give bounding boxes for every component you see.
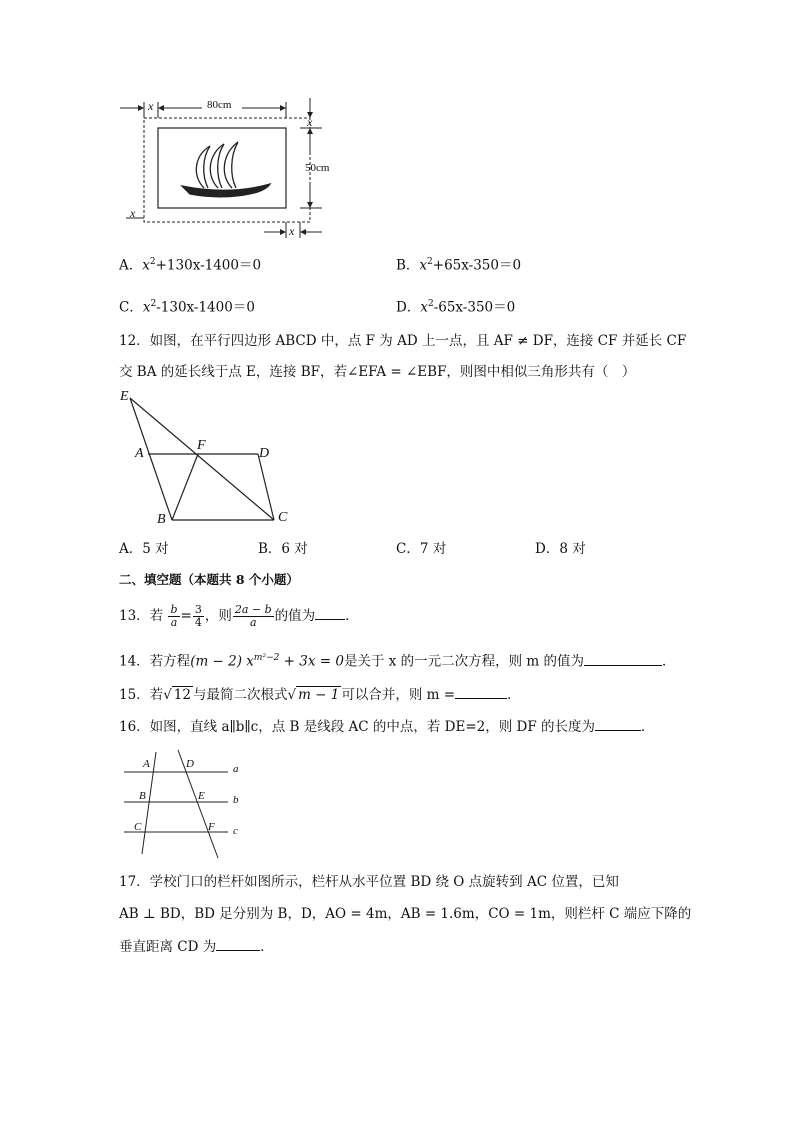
q17-text-line3: 垂直距离 CD 为 ． xyxy=(119,936,274,957)
q12-option-a[interactable]: A．5 对 xyxy=(119,541,169,557)
frame-width-label: 80cm xyxy=(207,99,232,111)
answer-blank[interactable] xyxy=(455,684,507,699)
fraction-b-over-a: $\frac{b}{a}$ xyxy=(170,603,178,629)
line-label-a: a xyxy=(233,763,239,775)
q13-text: 13．若 $\frac{b}{a}$ = $\frac{3}{4}$ ，则 $\frac{2a - b}{a}$ 的值为 ． xyxy=(119,603,359,629)
q11-option-a[interactable]: A．$x^2+130x-1400=0$ xyxy=(119,257,262,274)
sqrt-m-minus-1: m − 1 xyxy=(298,687,340,703)
answer-blank[interactable] xyxy=(595,716,641,731)
q17-text-line1: 17．学校门口的栏杆如图所示，栏杆从水平位置 BD 绕 O 点旋转到 AC 位置，已知 xyxy=(119,874,619,890)
q12-option-b[interactable]: B．6 对 xyxy=(258,541,308,557)
label-d: D xyxy=(259,446,270,461)
sqrt-12: 12 xyxy=(173,687,191,703)
label-c: C xyxy=(278,510,288,525)
line-label-c: c xyxy=(233,825,238,837)
label-a: A xyxy=(135,446,144,461)
q12-text-line2: 交 BA 的延长线于点 E，连接 BF，若∠EFA = ∠EBF，则图中相似三角形共有（ ） xyxy=(119,364,636,380)
q12-text-line1: 12．如图，在平行四边形 ABCD 中，点 F 为 AD 上一点，且 AF ≠ DF，连接 CF 并延长 CF xyxy=(119,333,687,349)
frame-x-bottom-right: x xyxy=(289,224,295,238)
parallel-lines-diagram xyxy=(118,748,248,860)
line-label-a-point: A xyxy=(143,758,150,770)
frame-figure xyxy=(112,96,332,242)
line-label-c-point: C xyxy=(134,821,142,833)
q14-text: 14．若方程(m − 2) $x^{m^2-2} + 3x = 0$是关于 x 的一元二次方程，则 m 的值为 ． xyxy=(119,648,676,672)
fraction-3-over-4: $\frac{3}{4}$ xyxy=(194,603,202,629)
q16-text: 16．如图，直线 a∥b∥c，点 B 是线段 AC 的中点，若 DE=2，则 DF 的长度为 ． xyxy=(119,716,655,737)
frame-diagram xyxy=(112,96,332,242)
answer-blank[interactable] xyxy=(584,651,662,666)
section-title: 二、填空题（本题共 8 个小题） xyxy=(119,572,299,587)
frame-x-bottom-left: x xyxy=(130,206,136,220)
q17-text-line2: AB ⊥ BD，BD 足分别为 B，D，AO = 4m，AB = 1.6m，CO = 1m，则栏杆 C 端应下降的 xyxy=(119,906,692,922)
q11-option-b[interactable]: B．$x^2+65x-350=0$ xyxy=(396,257,522,274)
parallel-lines-figure xyxy=(118,748,248,860)
q11-option-c[interactable]: C．$x^2-130x-1400=0$ xyxy=(119,299,255,316)
answer-blank[interactable] xyxy=(315,605,345,620)
q15-text: 15．若√ 12 与最简二次根式√ m − 1 可以合并，则 m = ． xyxy=(119,684,521,705)
boat-drawing xyxy=(182,142,270,197)
frame-height-label: 50cm xyxy=(305,162,330,174)
line-label-e-point: E xyxy=(198,790,205,802)
line-label-f-point: F xyxy=(208,821,215,833)
q12-option-d[interactable]: D．8 对 xyxy=(535,541,586,557)
label-b: B xyxy=(157,512,166,527)
frame-x-right-top: x xyxy=(307,115,313,129)
line-label-d-point: D xyxy=(186,758,194,770)
q12-option-c[interactable]: C．7 对 xyxy=(396,541,447,557)
label-f: F xyxy=(197,438,206,453)
q11-option-d[interactable]: D．$x^2-65x-350=0$ xyxy=(396,299,516,316)
fraction-expression: $\frac{2a - b}{a}$ xyxy=(234,603,272,629)
frame-x-top-left: x xyxy=(148,99,154,113)
line-label-b: b xyxy=(233,794,239,806)
line-label-b-point: B xyxy=(139,790,146,802)
label-e: E xyxy=(120,389,129,404)
answer-blank[interactable] xyxy=(216,936,260,951)
